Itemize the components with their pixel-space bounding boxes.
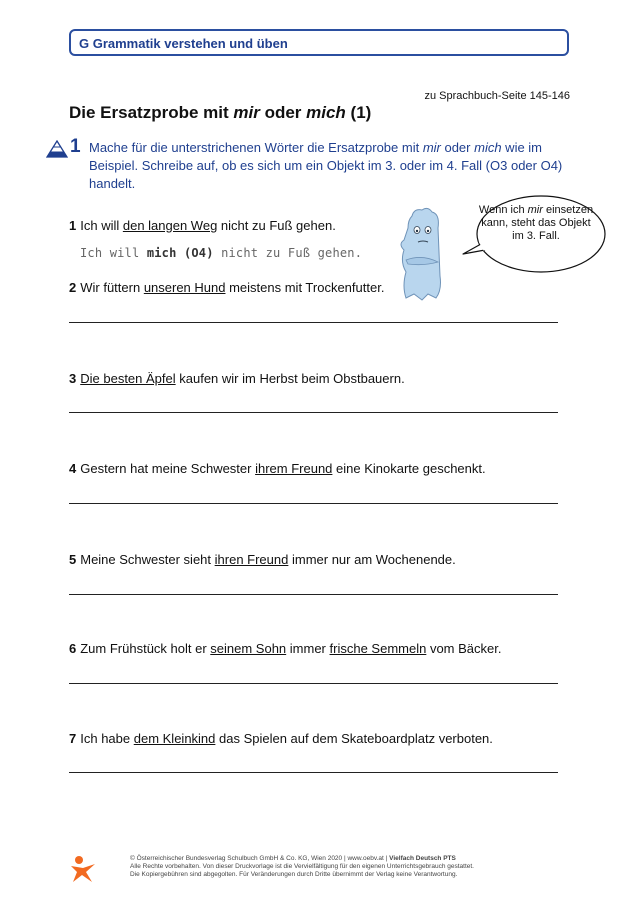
sentence-number: 1 (69, 218, 77, 233)
sentence-text: das Spielen auf dem Skateboardplatz verboten. (215, 731, 493, 746)
difficulty-pyramid-icon (46, 140, 68, 158)
instruction-text: oder (440, 140, 475, 155)
instruction-text: Mache für die unterstrichenen Wörter die Ersatzprobe mit (89, 140, 423, 155)
instruction-mich: mich (474, 140, 502, 155)
exercise-sentence-5 (69, 552, 456, 567)
bubble-text: Wenn ich (478, 204, 528, 216)
underlined-word: ihrem Freund (255, 461, 333, 476)
footer-line-1 (130, 855, 570, 863)
underlined-word: den langen Weg (122, 218, 218, 233)
answer-line-2[interactable] (69, 322, 558, 323)
sentence-text: nicht zu Fuß gehen. (217, 218, 336, 233)
exercise-sentence-2 (69, 280, 384, 295)
sentence-number: 2 (69, 280, 77, 295)
answer-line-5[interactable] (69, 594, 558, 595)
footer-line-3: Die Kopiergebühren sind abgegolten. Für Veränderungen durch Dritte übernimmt der Verlag keine Verantwortung. (130, 871, 458, 878)
footer-book-title: Vielfach Deutsch PTS (389, 855, 456, 862)
answer-line-3[interactable] (69, 412, 558, 413)
sentence-text: eine Kinokarte geschenkt. (332, 461, 486, 476)
speech-bubble-text (476, 204, 596, 243)
sentence-number: 3 (69, 371, 77, 386)
sentence-text: vom Bäcker. (426, 641, 502, 656)
underlined-word: seinem Sohn (210, 641, 287, 656)
sentence-text: Zum Frühstück holt er (80, 641, 211, 656)
sentence-number: 5 (69, 552, 77, 567)
answer-text: nicht zu Fuß gehen. (213, 246, 363, 260)
footer-copyright (130, 855, 570, 879)
underlined-word: dem Kleinkind (133, 731, 216, 746)
title-mir: mir (233, 103, 260, 122)
title-text: oder (259, 103, 307, 122)
page-reference: zu Sprachbuch-Seite 145-146 (424, 90, 570, 102)
title-text: (1) (345, 103, 372, 122)
underlined-word: Die besten Äpfel (80, 371, 176, 386)
bubble-mir: mir (527, 204, 543, 216)
exercise-sentence-7 (69, 731, 493, 746)
instruction-mir: mir (422, 140, 441, 155)
section-header-label: G Grammatik verstehen und üben (79, 36, 288, 51)
sentence-text: Ich will (80, 218, 123, 233)
underlined-word: ihren Freund (214, 552, 289, 567)
task-instruction (89, 139, 574, 193)
exercise-sentence-6 (69, 641, 501, 656)
title-mich: mich (306, 103, 346, 122)
page-title (69, 103, 371, 123)
exercise-sentence-4 (69, 461, 486, 476)
sentence-text: Gestern hat meine Schwester (80, 461, 256, 476)
sentence-number: 6 (69, 641, 77, 656)
section-header (69, 29, 569, 56)
sentence-text: Meine Schwester sieht (80, 552, 215, 567)
sentence-text: meistens mit Trockenfutter. (225, 280, 385, 295)
sentence-text: kaufen wir im Herbst beim Obstbauern. (175, 371, 405, 386)
sentence-text: Ich habe (80, 731, 134, 746)
exercise-sentence-1 (69, 218, 336, 233)
answer-text: Ich will (80, 246, 147, 260)
underlined-word: unseren Hund (143, 280, 226, 295)
task-number: 1 (70, 136, 81, 157)
sentence-text: immer nur am Wochenende. (288, 552, 456, 567)
answer-replacement: mich (O4) (146, 246, 214, 260)
title-text: Die Ersatzprobe mit (69, 103, 234, 122)
example-answer (80, 246, 362, 260)
sentence-text: Wir füttern (80, 280, 144, 295)
bubble-text: einsetzen kann, steht das Objekt im 3. Fall. (481, 204, 594, 242)
answer-line-7[interactable] (69, 772, 558, 773)
answer-line-4[interactable] (69, 503, 558, 504)
sentence-text: immer (286, 641, 330, 656)
footer-line-2: Alle Rechte vorbehalten. Von dieser Druckvorlage ist die Vervielfältigung für den eigenen Unterrichtsgebrauch gestattet. (130, 863, 474, 870)
sentence-number: 7 (69, 731, 77, 746)
publisher-logo-icon (68, 854, 98, 884)
exercise-sentence-3 (69, 371, 405, 386)
footer-text: © Österreichischer Bundesverlag Schulbuch GmbH & Co. KG, Wien 2020 | www.oebv.at | (130, 855, 390, 862)
sentence-number: 4 (69, 461, 77, 476)
answer-line-6[interactable] (69, 683, 558, 684)
ghost-character-illustration (392, 206, 458, 302)
underlined-word: frische Semmeln (329, 641, 427, 656)
instruction-text: wie im Beispiel. Schreibe auf, ob es sich um ein Objekt im 3. oder im 4. Fall (O3 oder O4) handelt. (89, 140, 563, 191)
